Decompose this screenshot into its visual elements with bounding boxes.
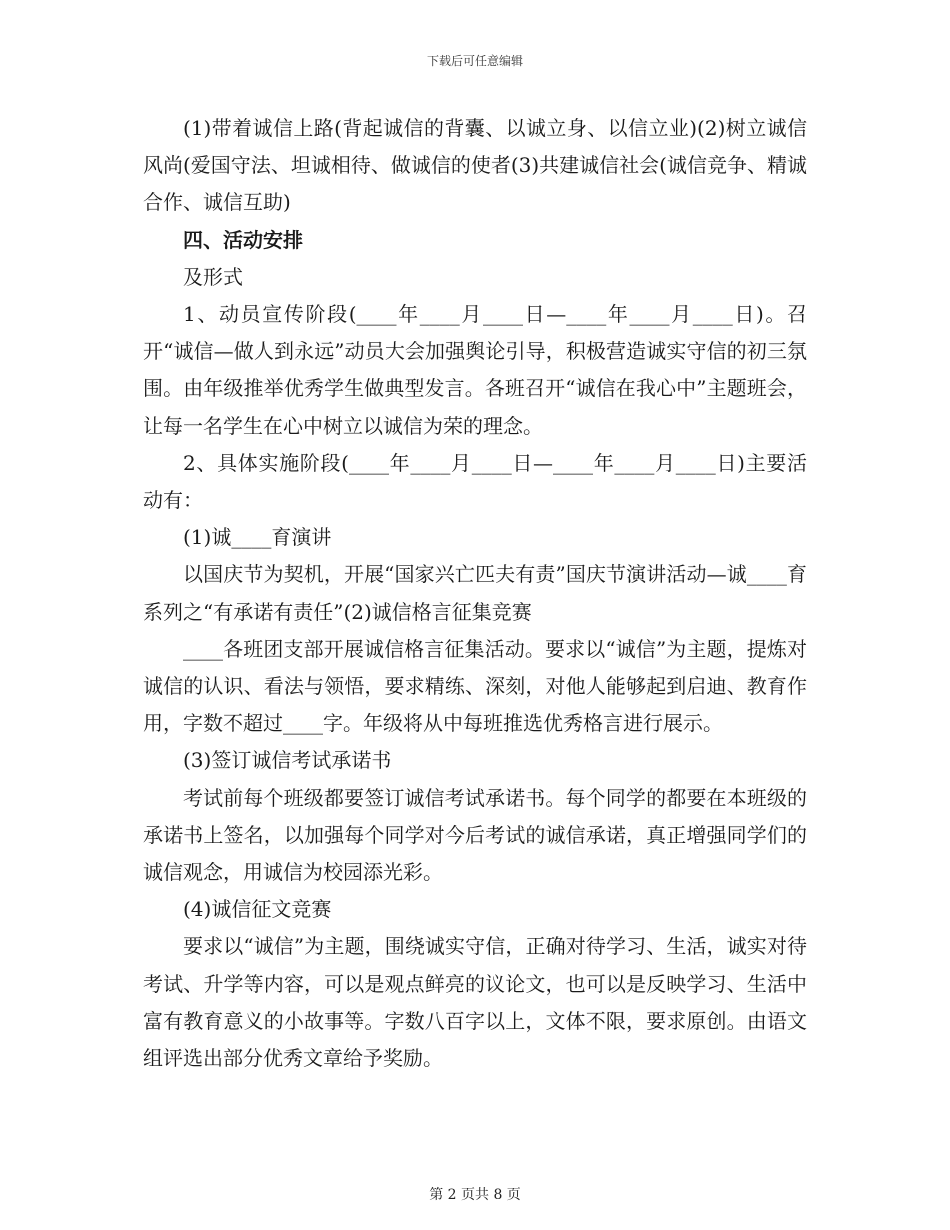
paragraph-item-4-title: (4)诚信征文竞赛 [183, 897, 332, 922]
paragraph-stage-2: 2、具体实施阶段(____年____月____日—____年____月____日)主要活动有： [143, 450, 807, 513]
page-footer: 第 2 页共 8 页 [429, 1187, 521, 1203]
paragraph-item-4-body: 要求以“诚信”为主题，围绕诚实守信，正确对待学习、生活，诚实对待考试、升学等内容，可以是观点鲜亮的议论文，也可以是反映学习、生活中富有教育意义的小故事等。字数八百字以上，文体不限，要求原创。由语文组评选出部分优秀文章给予奖励。 [143, 934, 807, 1071]
paragraph-stage-1: 1、动员宣传阶段(____年____月____日—____年____月____日)。召开“诚信—做人到永远”动员大会加强舆论引导，积极营造诚实守信的初三氛围。由年级推举优秀学生做典型发言。各班召开“诚信在我心中”主题班会，让每一名学生在心中树立以诚信为荣的理念。 [143, 302, 807, 438]
paragraph-item-1-body: 以国庆节为契机，开展“国家兴亡匹夫有责”国庆节演讲活动—诚____育系列之“有承诺有责任”(2)诚信格言征集竞赛 [143, 562, 807, 624]
paragraph-form: 及形式 [183, 264, 243, 289]
paragraph-goals: (1)带着诚信上路(背起诚信的背囊、以诚立身、以信立业)(2)树立诚信风尚(爱国守法、坦诚相待、做诚信的使者(3)共建诚信社会(诚信竞争、精诚合作、诚信互助) [143, 116, 807, 215]
section-heading-activity-arrangement: 四、活动安排 [183, 227, 303, 252]
page-header: 下载后可任意编辑 [426, 54, 523, 68]
paragraph-item-1-title: (1)诚____育演讲 [183, 525, 332, 550]
paragraph-item-3-title: (3)签订诚信考试承诺书 [183, 748, 392, 773]
document-body [143, 110, 807, 1077]
paragraph-item-2-body: ____各班团支部开展诚信格言征集活动。要求以“诚信”为主题，提炼对诚信的认识、看法与领悟，要求精练、深刻，对他人能够起到启迪、教育作用，字数不超过____字。年级将从中每班推选优秀格言进行展示。 [143, 636, 807, 736]
paragraph-item-3-body: 考试前每个班级都要签订诚信考试承诺书。每个同学的都要在本班级的承诺书上签名，以加强每个同学对今后考试的诚信承诺，真正增强同学们的诚信观念，用诚信为校园添光彩。 [143, 785, 807, 885]
